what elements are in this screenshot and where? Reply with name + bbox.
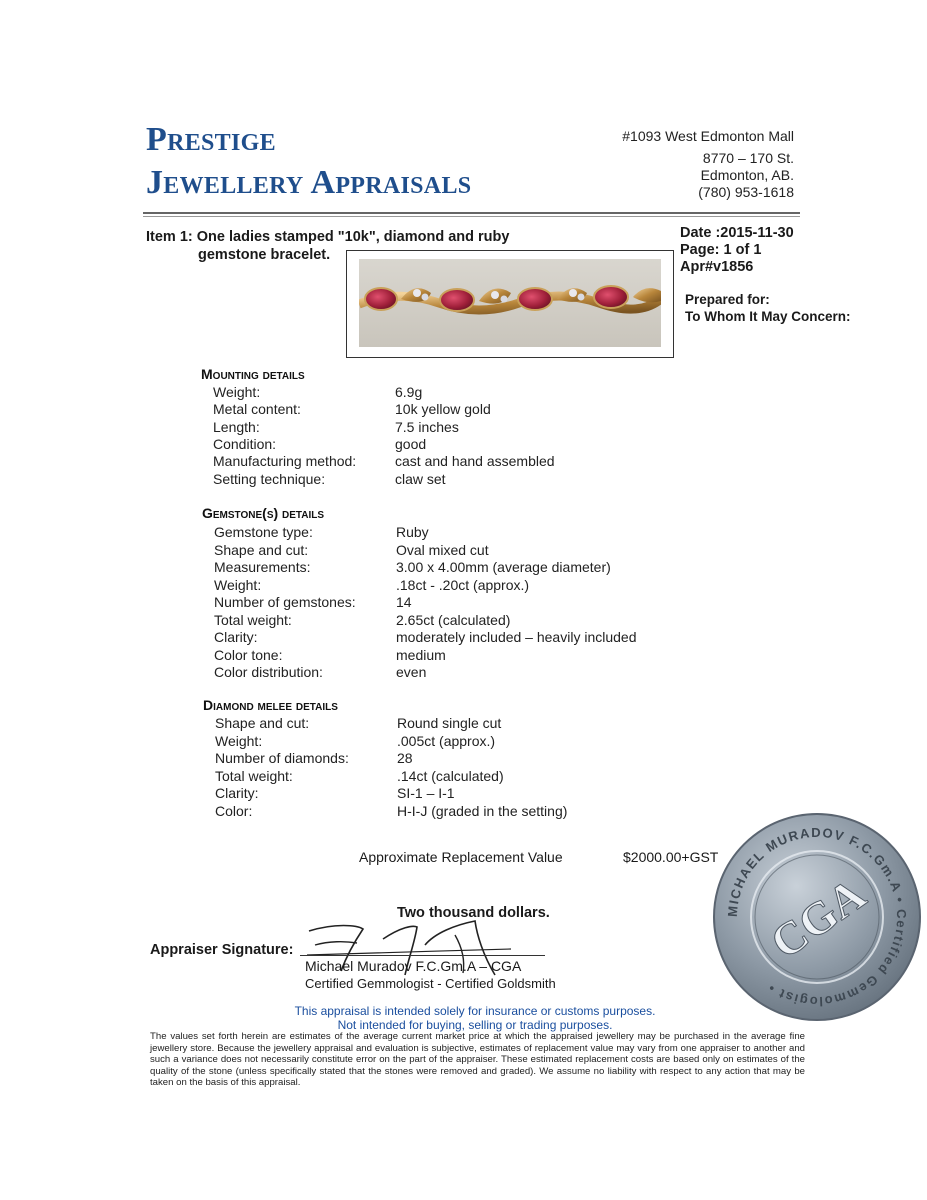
seal-center-text: CGA xyxy=(761,868,875,969)
detail-label: Shape and cut: xyxy=(214,542,309,558)
detail-value: .18ct - .20ct (approx.) xyxy=(396,577,530,593)
detail-value: 28 xyxy=(397,750,413,766)
company-name-line1: Prestige xyxy=(146,121,276,158)
detail-value: .005ct (approx.) xyxy=(397,733,496,749)
signature-line xyxy=(300,955,545,956)
replacement-value-label: Approximate Replacement Value xyxy=(359,849,563,865)
detail-value: moderately included – heavily included xyxy=(396,629,637,645)
gemstone-details-title: Gemstone(s) details xyxy=(202,505,325,521)
header-divider xyxy=(143,212,800,214)
disclaimer-text: The values set forth herein are estimates of the average current market price at which the appraised jewellery may be purchased in the average fine jewellery store. Because the jewellery appraisal and evaluation is subjective, estimates of replacement value may vary from one appraiser to another and such a variance does not necessarily constitute error on the part of the appraiser. These estimated replacement costs are based only on estimates of the quality of the stone (unless specifically stated that the stones were removed and graded). We assume no liability with respect to any action that may be taken on the basis of this appraisal. xyxy=(150,1031,805,1088)
appraiser-name: Michael Muradov F.C.Gm.A – CGA xyxy=(305,958,522,974)
signature-label: Appraiser Signature: xyxy=(150,942,294,958)
item-line1: Item 1: One ladies stamped "10k", diamond and ruby xyxy=(146,229,510,245)
detail-label: Color: xyxy=(215,803,253,819)
detail-label: Color tone: xyxy=(214,647,283,663)
detail-value: Round single cut xyxy=(397,715,502,731)
detail-label: Gemstone type: xyxy=(214,524,313,540)
detail-label: Total weight: xyxy=(214,612,292,628)
replacement-value-amount: $2000.00+GST xyxy=(623,849,719,865)
item-line2: gemstone bracelet. xyxy=(198,247,331,263)
detail-label: Weight: xyxy=(215,733,263,749)
detail-value: 2.65ct (calculated) xyxy=(396,612,511,628)
bracelet-image-icon xyxy=(359,259,661,347)
header-divider-thin xyxy=(143,216,800,217)
detail-label: Clarity: xyxy=(215,785,259,801)
notice-line1: This appraisal is intended solely for insurance or customs purposes. xyxy=(294,1004,656,1018)
detail-label: Length: xyxy=(213,419,260,435)
appraisal-number: Apr#v1856 xyxy=(680,259,754,275)
address-line: #1093 West Edmonton Mall xyxy=(622,128,794,144)
detail-label: Number of gemstones: xyxy=(214,594,356,610)
detail-label: Weight: xyxy=(213,384,261,400)
detail-label: Number of diamonds: xyxy=(215,750,349,766)
detail-label: Color distribution: xyxy=(214,664,323,680)
detail-label: Clarity: xyxy=(214,629,258,645)
detail-label: Total weight: xyxy=(215,768,293,784)
mounting-details-title: Mounting details xyxy=(201,366,305,382)
detail-value: H-I-J (graded in the setting) xyxy=(397,803,568,819)
detail-label: Manufacturing method: xyxy=(213,453,357,469)
appraiser-credentials xyxy=(305,958,556,992)
detail-value: medium xyxy=(396,647,446,663)
detail-value: even xyxy=(396,664,427,680)
company-address xyxy=(622,128,794,201)
detail-value: Oval mixed cut xyxy=(396,542,489,558)
prepared-for xyxy=(685,291,851,325)
appraiser-title: Certified Gemmologist - Certified Goldsmith xyxy=(305,976,556,991)
address-phone: (780) 953-1618 xyxy=(698,184,794,200)
address-line: Edmonton, AB. xyxy=(700,167,794,183)
detail-value: 7.5 inches xyxy=(395,419,459,435)
notice-line2: Not intended for buying, selling or trading purposes. xyxy=(337,1018,613,1032)
prepared-for-label: Prepared for: xyxy=(685,292,770,307)
prepared-for-value: To Whom It May Concern: xyxy=(685,309,851,324)
page-number: Page: 1 of 1 xyxy=(680,242,762,258)
detail-value: Ruby xyxy=(396,524,429,540)
detail-value: cast and hand assembled xyxy=(395,453,555,469)
cga-seal-icon xyxy=(712,812,922,1022)
detail-value: claw set xyxy=(395,471,446,487)
detail-value: good xyxy=(395,436,427,452)
detail-label: Condition: xyxy=(213,436,277,452)
detail-label: Weight: xyxy=(214,577,262,593)
bracelet-photo xyxy=(346,250,674,358)
detail-label: Measurements: xyxy=(214,559,311,575)
address-line: 8770 – 170 St. xyxy=(702,150,794,166)
detail-value: 14 xyxy=(396,594,412,610)
detail-value: SI-1 – I-1 xyxy=(397,785,455,801)
detail-label: Setting technique: xyxy=(213,471,326,487)
company-name-line2: Jewellery Appraisals xyxy=(146,164,472,201)
company-name xyxy=(146,118,471,204)
diamond-details-title: Diamond melee details xyxy=(203,697,338,713)
detail-label: Shape and cut: xyxy=(215,715,310,731)
detail-value: .14ct (calculated) xyxy=(397,768,504,784)
appraisal-date: Date :2015-11-30 xyxy=(680,225,794,241)
detail-value: 3.00 x 4.00mm (average diameter) xyxy=(396,559,611,575)
detail-value: 6.9g xyxy=(395,384,423,400)
purpose-notice xyxy=(150,1004,800,1032)
detail-label: Metal content: xyxy=(213,401,301,417)
appraisal-meta xyxy=(680,225,794,276)
detail-value: 10k yellow gold xyxy=(395,401,491,417)
seal-outer-text: MICHAEL MURADOV F.C.Gm.A • Certified Gemmologist • xyxy=(724,824,910,1010)
value-in-words: Two thousand dollars. xyxy=(397,905,550,921)
